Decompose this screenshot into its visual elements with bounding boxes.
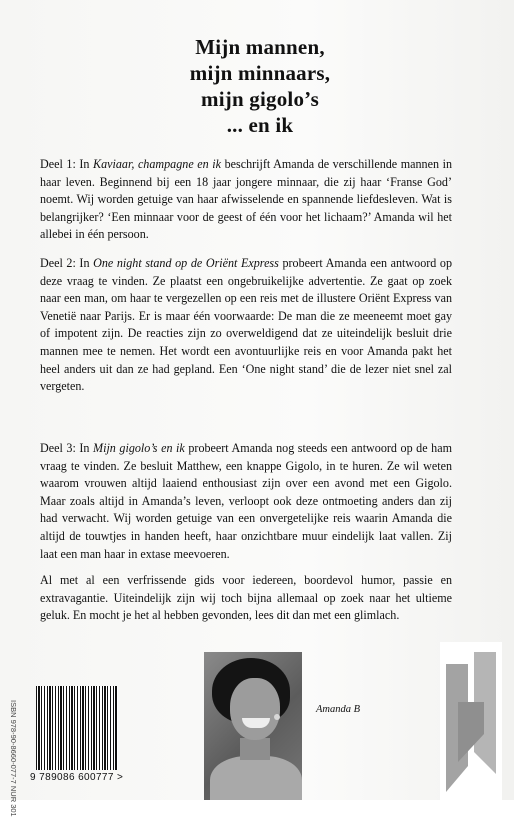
book-title-orient-express: One night stand op de Oriënt Express [93,256,279,270]
isbn-text: ISBN 978-90-8660-077-7 NUR 301 [9,700,18,817]
blurb-paragraph-conclusion [40,572,452,625]
publisher-logo [440,642,502,800]
title-line-3: mijn gigolo’s [201,87,319,111]
book-title-kaviaar: Kaviaar, champagne en ik [93,157,221,171]
paragraph-text: Al met al een verfrissende gids voor iedereen, boordevol humor, passie en extravagantie. Uiteindelijk zijn wij toch bijna allemaal op zoek naar het ultieme geluk. En mocht je het al hebben gevonden, lees dit dan met een glimlach. [40,573,452,623]
blurb-paragraph-deel-1 [40,156,452,244]
title-line-2: mijn minnaars, [189,61,331,85]
author-photo [204,652,302,800]
title-line-4: ... en ik [226,113,294,137]
paragraph-text: beschrijft Amanda de verschillende mannen in haar leven. Beginnend bij een 18 jaar jongere minnaar, die zij haar ‘Franse God’ noemt. Wij worden getuige van haar afwisselende en spannende liefdesleven. Wat is belangrijker? ‘Een minnaar voor de geest of één voor het lichaam?’ Amanda wil het allebei in één persoon. [40,157,452,242]
barcode-number: 9 789086 600777 > [30,772,124,783]
paragraph-text: probeert Amanda een antwoord op deze vraag te vinden. Ze plaatst een ongebruikelijke advertentie. Ze gaat op zoek naar een man, om haar te vergezellen op een reis met de illustere Oriënt Express van Venetië naar Parijs. Er is maar één voorwaarde: De man die ze meeneemt moet gay of impotent zijn. De reacties zijn zo overweldigend dat ze uiteindelijk besluit drie mannen mee te nemen. Het wordt een avontuurlijke reis en voor Amanda pakt het heel anders uit dan ze had gepland. Een ‘One night stand’ die de lezer niet snel zal vergeten. [40,256,453,394]
book-title [120,34,400,138]
paragraph-text: probeert Amanda nog steeds een antwoord op de ham vraag te vinden. Ze besluit Matthew, een knappe Gigolo, in te huren. Ze wil weten waarom vrouwen altijd laaiend enthousiast zijn over een avond met een Gigolo. Maar zoals altijd in Amanda’s leven, verloopt ook deze ontmoeting anders dan zij had verwacht. Wij worden getuige van een onvergetelijke reis waarin Amanda die altijd de touwtjes in handen heeft, haar onzichtbare muur eindelijk laat vallen. Zij laat een man haar in extase meevoeren. [40,441,452,561]
title-line-1: Mijn mannen, [195,35,325,59]
author-caption: Amanda B [316,704,361,715]
barcode-icon [36,686,118,770]
paragraph-prefix: Deel 1: In [40,157,94,171]
book-title-gigolos: Mijn gigolo’s en ik [93,441,185,455]
paragraph-prefix: Deel 2: In [40,256,94,270]
blurb-paragraph-deel-3 [40,440,452,563]
paragraph-prefix: Deel 3: In [40,441,94,455]
blurb-paragraph-deel-2 [40,255,452,396]
